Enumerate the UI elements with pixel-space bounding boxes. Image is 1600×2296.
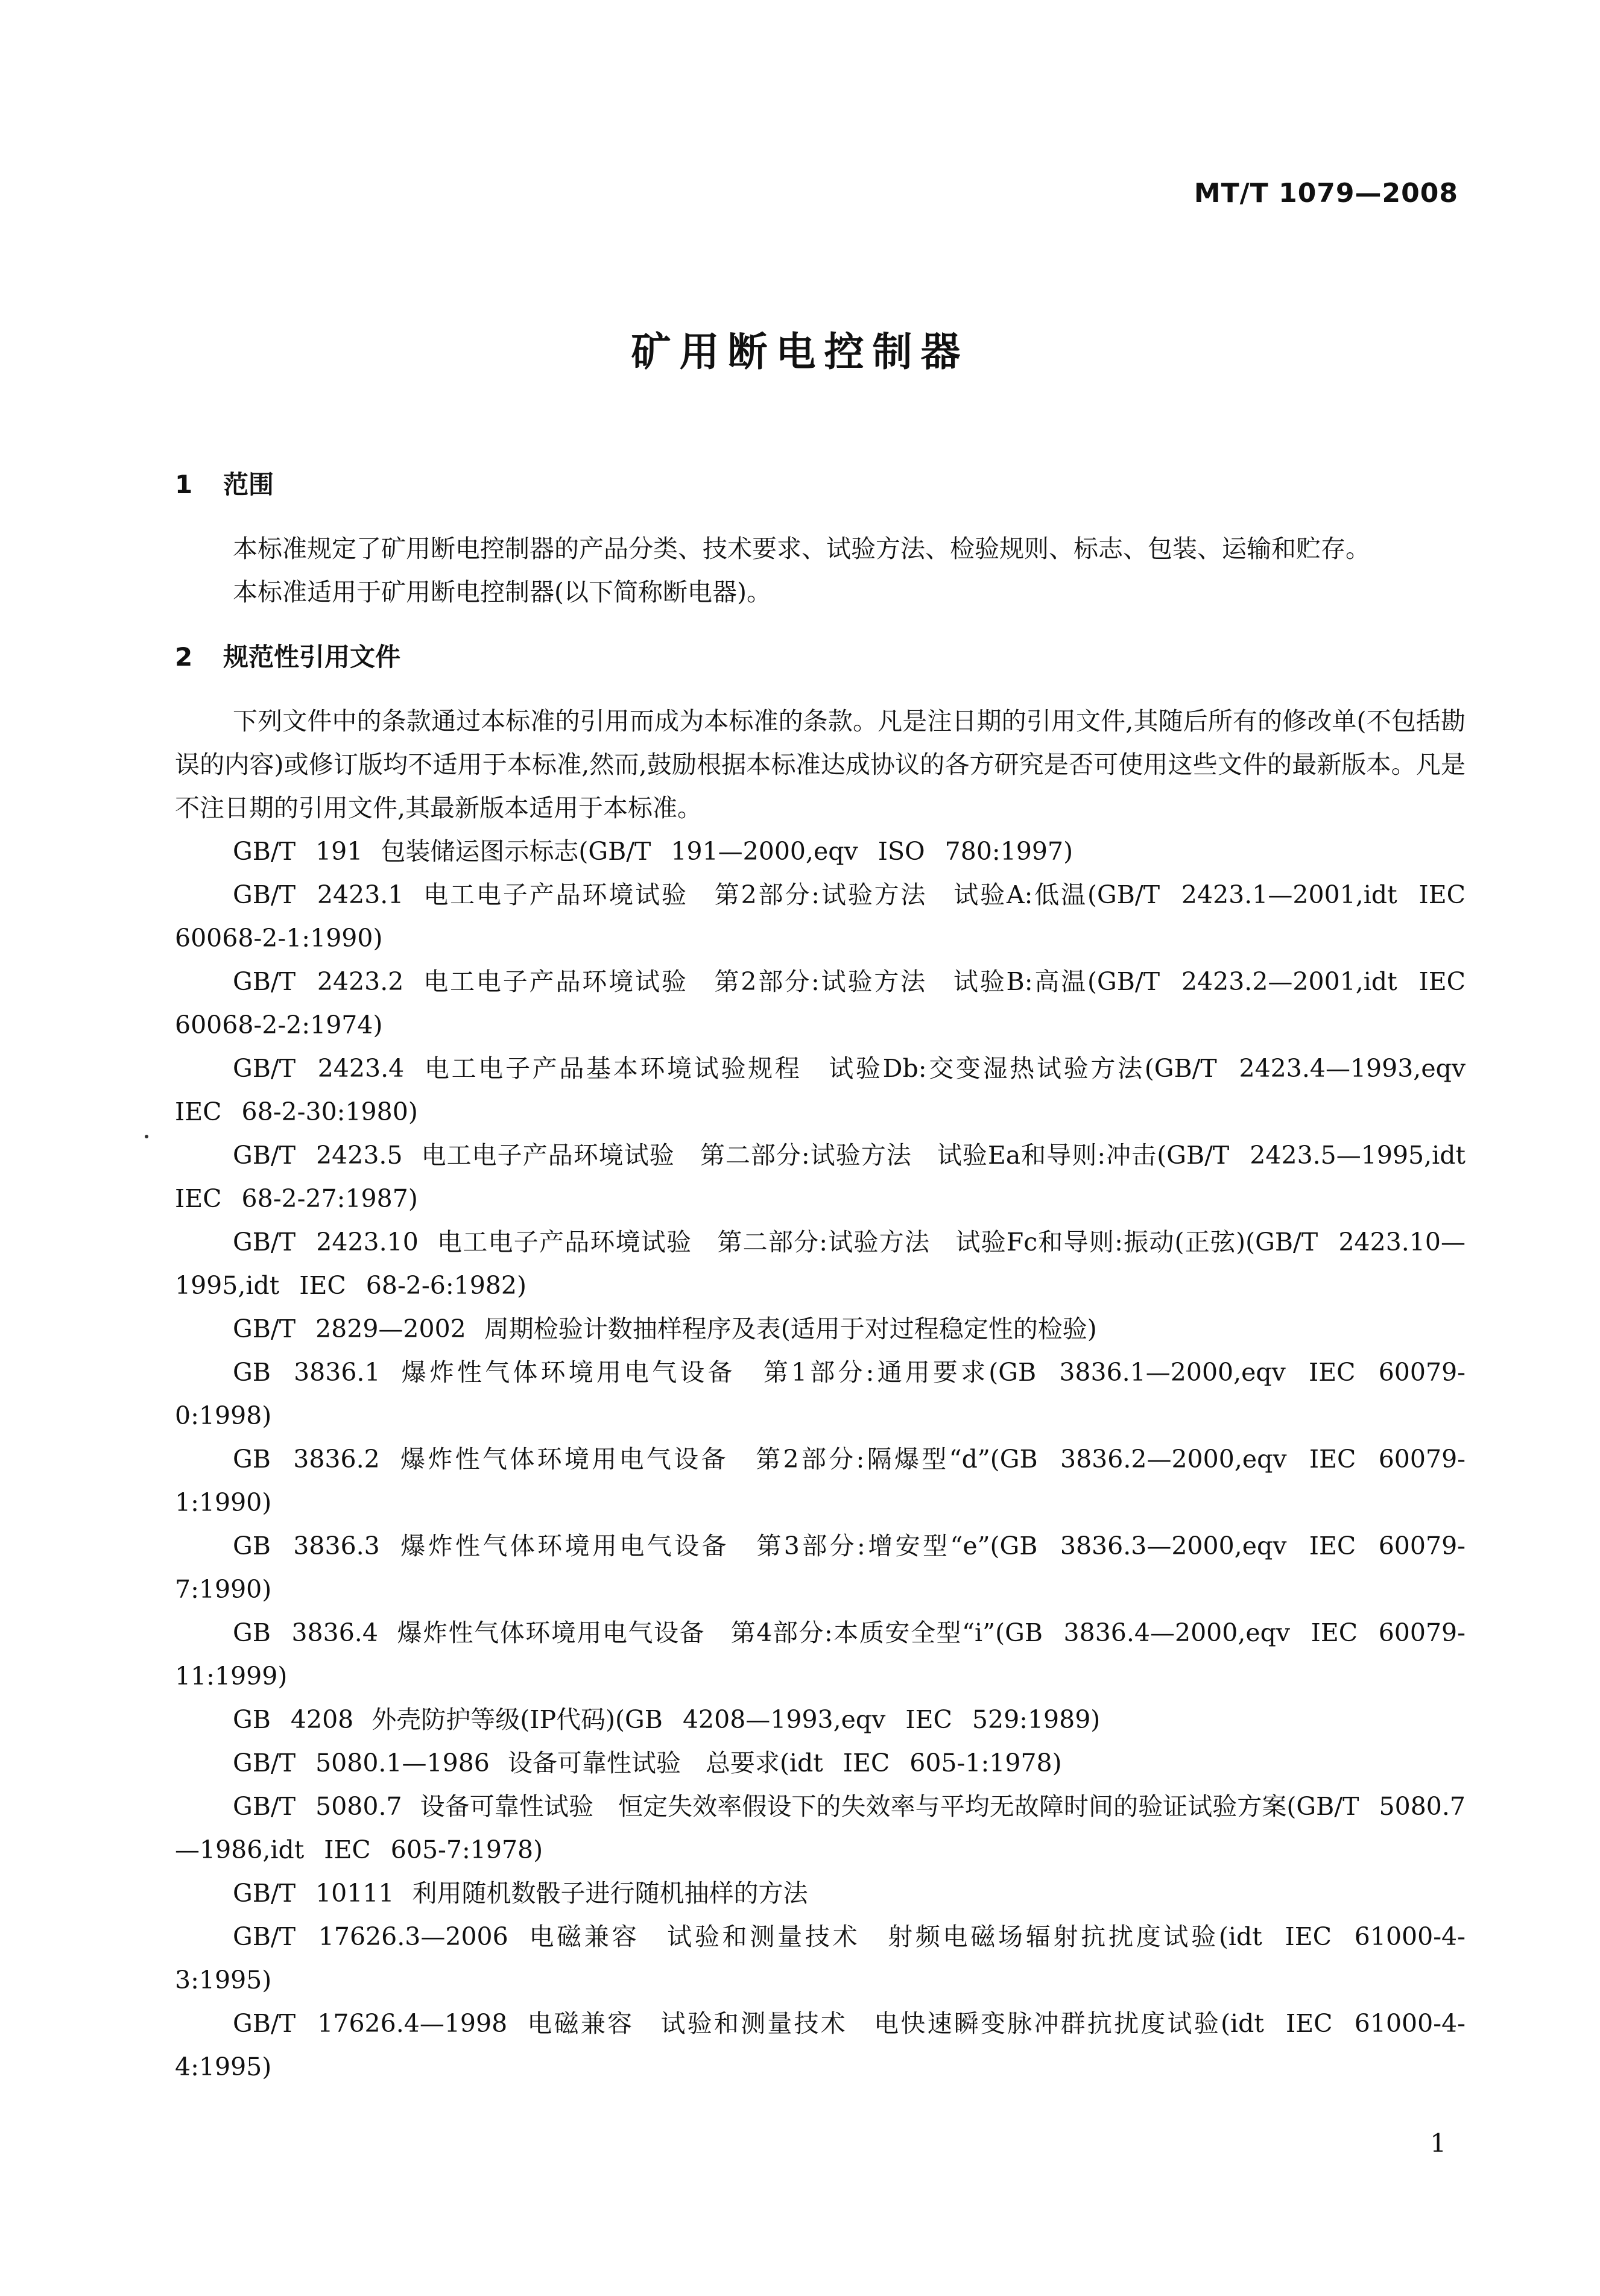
reference-text: 设备可靠性试验 总要求(idt IEC 605-1:1978)	[507, 1749, 1062, 1777]
reference-item	[175, 1307, 1466, 1351]
reference-text: 爆炸性气体环境用电气设备 第3部分:增安型“e”(GB 3836.3—2000,eqv IEC 60079-7:1990)	[175, 1531, 1466, 1604]
section-number: 1	[175, 470, 193, 499]
reference-text: 电工电子产品基本环境试验规程 试验Db:交变湿热试验方法(GB/T 2423.4—1993,eqv IEC 68-2-30:1980)	[175, 1054, 1466, 1126]
reference-text: 外壳防护等级(IP代码)(GB 4208—1993,eqv IEC 529:1989)	[372, 1705, 1101, 1734]
reference-text: 电工电子产品环境试验 第2部分:试验方法 试验B:高温(GB/T 2423.2—2001,idt IEC 60068-2-2:1974)	[175, 967, 1466, 1039]
reference-code: GB 3836.4	[233, 1618, 378, 1647]
reference-item	[175, 2002, 1466, 2089]
reference-item	[175, 1134, 1466, 1220]
reference-code: GB/T 10111	[233, 1879, 394, 1908]
reference-text: 包装储运图示标志(GB/T 191—2000,eqv ISO 780:1997)	[381, 837, 1074, 866]
reference-item	[175, 1047, 1466, 1134]
section-title: 范围	[223, 470, 274, 499]
reference-item	[175, 873, 1466, 960]
paragraph: 本标准规定了矿用断电控制器的产品分类、技术要求、试验方法、检验规则、标志、包装、运输和贮存。	[233, 534, 1370, 563]
section-heading-normative-references	[175, 636, 1466, 679]
page-number: 1	[1430, 2128, 1446, 2158]
reference-text: 利用随机数骰子进行随机抽样的方法	[412, 1879, 808, 1908]
reference-item	[175, 1915, 1466, 2002]
reference-text: 电工电子产品环境试验 第二部分:试验方法 试验Ea和导则:冲击(GB/T 2423.5—1995,idt IEC 68-2-27:1987)	[175, 1141, 1466, 1213]
reference-item	[175, 1785, 1466, 1872]
reference-list	[175, 830, 1466, 2089]
reference-item	[175, 1351, 1466, 1437]
reference-code: GB 4208	[233, 1705, 354, 1734]
reference-code: GB/T 5080.7	[233, 1792, 402, 1821]
reference-text: 周期检验计数抽样程序及表(适用于对过程稳定性的检验)	[484, 1314, 1097, 1343]
reference-text: 爆炸性气体环境用电气设备 第2部分:隔爆型“d”(GB 3836.2—2000,eqv IEC 60079-1:1990)	[175, 1445, 1466, 1517]
reference-item	[175, 830, 1466, 873]
reference-code: GB/T 2829—2002	[233, 1314, 466, 1343]
reference-code: GB/T 191	[233, 837, 363, 866]
section-title: 规范性引用文件	[223, 642, 401, 672]
reference-text: 电磁兼容 试验和测量技术 电快速瞬变脉冲群抗扰度试验(idt IEC 61000-4-4:1995)	[175, 2009, 1466, 2081]
reference-code: GB 3836.2	[233, 1445, 380, 1474]
reference-text: 设备可靠性试验 恒定失效率假设下的失效率与平均无故障时间的验证试验方案(GB/T 5080.7—1986,idt IEC 605-7:1978)	[175, 1792, 1466, 1864]
reference-item	[175, 1872, 1466, 1915]
reference-code: GB/T 2423.1	[233, 880, 404, 909]
reference-item	[175, 1698, 1466, 1741]
section-heading-scope	[175, 463, 1466, 506]
reference-code: GB/T 5080.1—1986	[233, 1749, 490, 1777]
margin-dot-mark	[145, 1135, 148, 1138]
reference-item	[175, 1220, 1466, 1307]
reference-item	[175, 1524, 1466, 1611]
reference-code: GB/T 2423.4	[233, 1054, 405, 1083]
reference-code: GB/T 2423.10	[233, 1228, 419, 1257]
standard-number: MT/T 1079—2008	[1194, 178, 1458, 209]
paragraph: 本标准适用于矿用断电控制器(以下简称断电器)。	[233, 578, 771, 607]
reference-item	[175, 1611, 1466, 1698]
section-number: 2	[175, 642, 193, 672]
reference-text: 电工电子产品环境试验 第2部分:试验方法 试验A:低温(GB/T 2423.1—2001,idt IEC 60068-2-1:1990)	[175, 880, 1466, 953]
document-body	[175, 463, 1466, 2089]
paragraph: 下列文件中的条款通过本标准的引用而成为本标准的条款。凡是注日期的引用文件,其随后所有的修改单(不包括勘误的内容)或修订版均不适用于本标准,然而,鼓励根据本标准达成协议的各方研究是否可使用这些文件的最新版本。凡是不注日期的引用文件,其最新版本适用于本标准。	[175, 707, 1466, 822]
reference-code: GB 3836.3	[233, 1531, 380, 1560]
reference-item	[175, 960, 1466, 1047]
reference-code: GB/T 2423.2	[233, 967, 404, 996]
reference-code: GB/T 2423.5	[233, 1141, 403, 1170]
reference-code: GB/T 17626.4—1998	[233, 2009, 508, 2038]
reference-item	[175, 1741, 1466, 1785]
reference-item	[175, 1437, 1466, 1524]
reference-text: 爆炸性气体环境用电气设备 第4部分:本质安全型“i”(GB 3836.4—2000,eqv IEC 60079-11:1999)	[175, 1618, 1466, 1691]
reference-text: 电磁兼容 试验和测量技术 射频电磁场辐射抗扰度试验(idt IEC 61000-4-3:1995)	[175, 1922, 1466, 1995]
reference-code: GB 3836.1	[233, 1358, 381, 1387]
reference-text: 电工电子产品环境试验 第二部分:试验方法 试验Fc和导则:振动(正弦)(GB/T 2423.10—1995,idt IEC 68-2-6:1982)	[175, 1228, 1466, 1300]
reference-code: GB/T 17626.3—2006	[233, 1922, 508, 1951]
document-title: 矿用断电控制器	[631, 329, 969, 375]
reference-text: 爆炸性气体环境用电气设备 第1部分:通用要求(GB 3836.1—2000,eqv IEC 60079-0:1998)	[175, 1358, 1466, 1430]
